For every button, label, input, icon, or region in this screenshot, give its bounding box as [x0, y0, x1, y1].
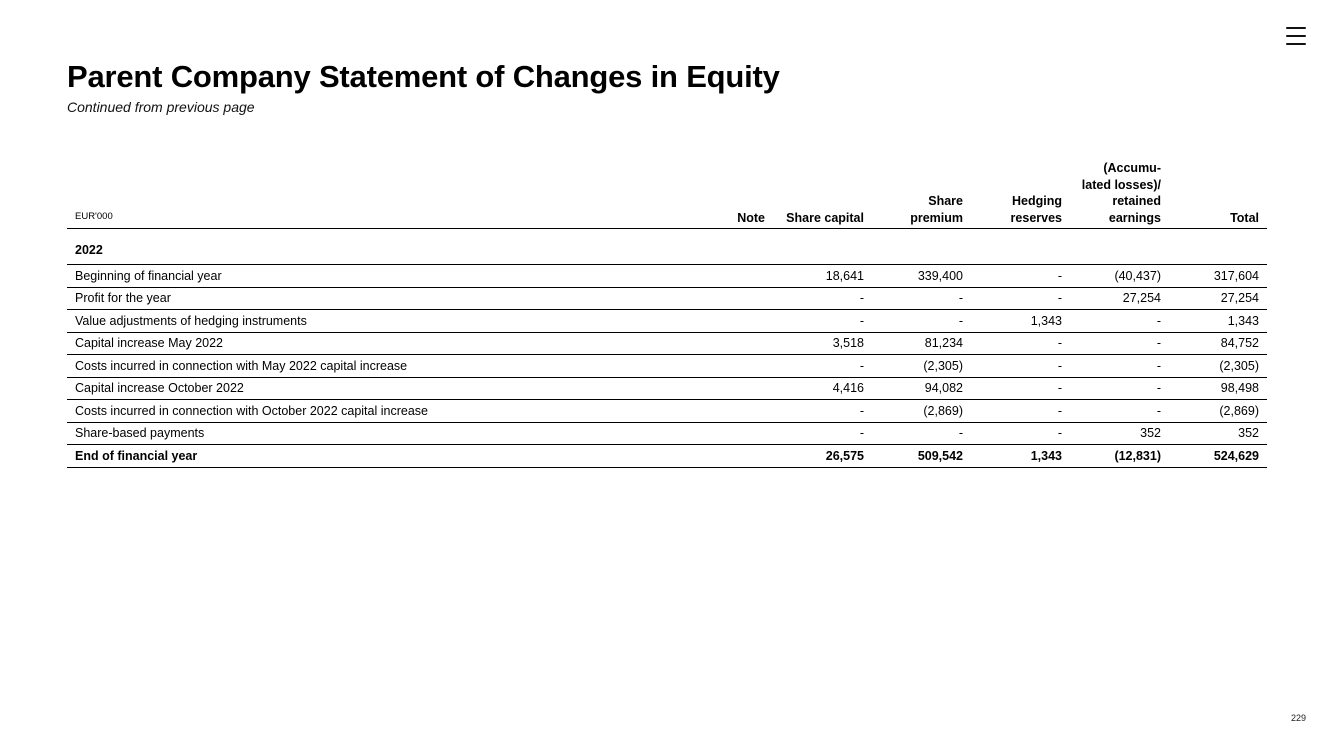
retained-earnings-cell: - — [1070, 377, 1169, 400]
retained-earnings-cell: 352 — [1070, 422, 1169, 445]
page-number: 229 — [1290, 713, 1306, 723]
note-cell — [667, 400, 773, 423]
table-row — [67, 400, 1267, 423]
share-capital-cell: - — [773, 400, 872, 423]
header-hedging-reserves-line-1: Hedging — [1012, 194, 1062, 208]
header-share-capital: Share capital — [773, 160, 872, 229]
header-hedging-reserves-line-2: reserves — [1010, 210, 1062, 225]
header-currency-unit: EUR'000 — [67, 160, 667, 229]
note-cell — [667, 310, 773, 333]
year-row — [67, 229, 1267, 265]
menu-bar-top — [1286, 27, 1306, 29]
note-cell — [667, 355, 773, 378]
retained-earnings-cell: - — [1070, 332, 1169, 355]
total-share-premium-cell: 509,542 — [872, 445, 971, 468]
equity-statement-table-container — [67, 160, 1266, 468]
note-cell — [667, 422, 773, 445]
share-capital-cell: - — [773, 287, 872, 310]
note-cell — [667, 377, 773, 400]
total-cell: 1,343 — [1169, 310, 1267, 333]
total-note-cell — [667, 445, 773, 468]
table-header-row — [67, 160, 1267, 229]
share-premium-cell: 81,234 — [872, 332, 971, 355]
hedging-reserves-cell: - — [971, 422, 1070, 445]
total-cell: 27,254 — [1169, 287, 1267, 310]
total-row — [67, 445, 1267, 468]
share-premium-cell: - — [872, 422, 971, 445]
total-cell: 98,498 — [1169, 377, 1267, 400]
hedging-reserves-cell: - — [971, 287, 1070, 310]
menu-bar-middle — [1286, 35, 1306, 37]
page-subtitle: Continued from previous page — [67, 99, 255, 115]
hamburger-menu-icon[interactable] — [1286, 27, 1306, 45]
total-cell: (2,305) — [1169, 355, 1267, 378]
retained-earnings-cell: - — [1070, 400, 1169, 423]
row-label: Profit for the year — [67, 287, 667, 310]
total-row-label: End of financial year — [67, 445, 667, 468]
retained-earnings-cell: (40,437) — [1070, 265, 1169, 288]
hedging-reserves-cell: - — [971, 400, 1070, 423]
table-row — [67, 287, 1267, 310]
hedging-reserves-cell: - — [971, 332, 1070, 355]
share-premium-cell: 339,400 — [872, 265, 971, 288]
note-cell — [667, 287, 773, 310]
hedging-reserves-cell: - — [971, 355, 1070, 378]
total-cell: 84,752 — [1169, 332, 1267, 355]
note-cell — [667, 265, 773, 288]
equity-statement-table — [67, 160, 1267, 468]
grand-total-cell: 524,629 — [1169, 445, 1267, 468]
header-total: Total — [1169, 160, 1267, 229]
header-share-premium-line-1: Share — [928, 194, 963, 208]
note-cell — [667, 332, 773, 355]
table-row — [67, 310, 1267, 333]
header-retained-earnings-line-4: earnings — [1108, 210, 1161, 225]
share-premium-cell: - — [872, 310, 971, 333]
row-label: Costs incurred in connection with October 2022 capital increase — [67, 400, 667, 423]
table-row — [67, 265, 1267, 288]
table-row — [67, 422, 1267, 445]
share-capital-cell: - — [773, 310, 872, 333]
share-premium-cell: (2,869) — [872, 400, 971, 423]
hedging-reserves-cell: - — [971, 377, 1070, 400]
share-premium-cell: (2,305) — [872, 355, 971, 378]
total-hedging-reserves-cell: 1,343 — [971, 445, 1070, 468]
share-premium-cell: 94,082 — [872, 377, 971, 400]
header-note: Note — [667, 160, 773, 229]
table-row — [67, 355, 1267, 378]
table-row — [67, 332, 1267, 355]
share-capital-cell: - — [773, 422, 872, 445]
share-capital-cell: 4,416 — [773, 377, 872, 400]
total-cell: 317,604 — [1169, 265, 1267, 288]
table-row — [67, 377, 1267, 400]
total-retained-earnings-cell: (12,831) — [1070, 445, 1169, 468]
retained-earnings-cell: 27,254 — [1070, 287, 1169, 310]
year-label: 2022 — [67, 229, 667, 265]
header-share-premium-line-2: premium — [910, 210, 963, 225]
row-label: Capital increase October 2022 — [67, 377, 667, 400]
row-label: Value adjustments of hedging instruments — [67, 310, 667, 333]
retained-earnings-cell: - — [1070, 310, 1169, 333]
row-label: Capital increase May 2022 — [67, 332, 667, 355]
retained-earnings-cell: - — [1070, 355, 1169, 378]
share-premium-cell: - — [872, 287, 971, 310]
header-hedging-reserves — [971, 160, 1070, 229]
header-retained-earnings-line-1: (Accumu- — [1103, 161, 1161, 175]
header-share-premium — [872, 160, 971, 229]
header-retained-earnings-line-3: retained — [1112, 194, 1161, 208]
hedging-reserves-cell: - — [971, 265, 1070, 288]
total-cell: (2,869) — [1169, 400, 1267, 423]
hedging-reserves-cell: 1,343 — [971, 310, 1070, 333]
menu-bar-bottom — [1286, 43, 1306, 45]
row-label: Share-based payments — [67, 422, 667, 445]
share-capital-cell: 18,641 — [773, 265, 872, 288]
page-title: Parent Company Statement of Changes in Equity — [67, 59, 780, 94]
row-label: Beginning of financial year — [67, 265, 667, 288]
total-share-capital-cell: 26,575 — [773, 445, 872, 468]
total-cell: 352 — [1169, 422, 1267, 445]
header-retained-earnings-line-2: lated losses)/ — [1081, 177, 1161, 192]
share-capital-cell: - — [773, 355, 872, 378]
header-retained-earnings — [1070, 160, 1169, 229]
share-capital-cell: 3,518 — [773, 332, 872, 355]
row-label: Costs incurred in connection with May 2022 capital increase — [67, 355, 667, 378]
